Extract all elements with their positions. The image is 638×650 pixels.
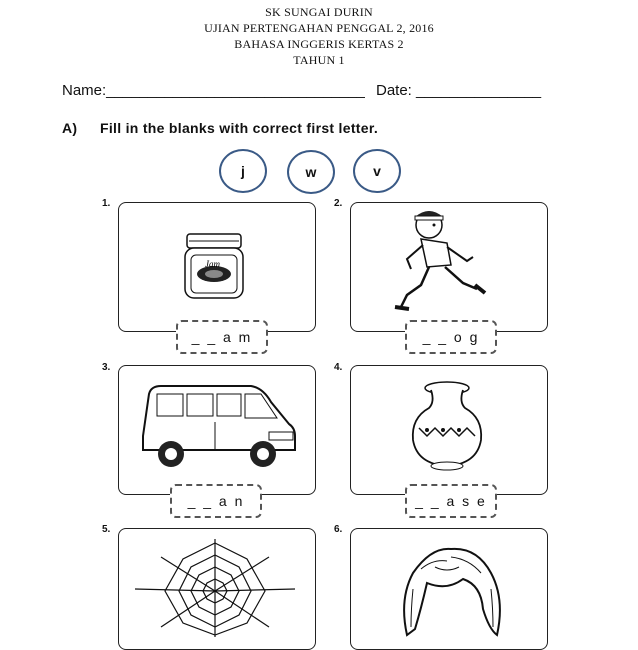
letter-choice-v: v bbox=[353, 149, 401, 193]
year-title: TAHUN 1 bbox=[293, 53, 345, 67]
name-field[interactable]: Name:_______________________________ bbox=[62, 82, 365, 99]
item-number-6: 6. bbox=[334, 524, 343, 535]
school-name: SK SUNGAI DURIN bbox=[265, 5, 373, 19]
item-number-5: 5. bbox=[102, 524, 111, 535]
item-number-4: 4. bbox=[334, 362, 343, 373]
answer-box-4[interactable]: _ _ a s e bbox=[405, 484, 497, 518]
letter-choice-w: w bbox=[287, 150, 335, 194]
picture-frame-1 bbox=[118, 202, 316, 332]
item-number-1: 1. bbox=[102, 198, 111, 209]
answer-box-1[interactable]: _ _ a m bbox=[176, 320, 268, 354]
date-field[interactable]: Date: _______________ bbox=[376, 82, 542, 99]
paper-title: BAHASA INGGERIS KERTAS 2 bbox=[234, 37, 404, 51]
exam-header bbox=[0, 4, 638, 68]
item-number-2: 2. bbox=[334, 198, 343, 209]
picture-frame-5 bbox=[118, 528, 316, 650]
jam-label-text: Jam bbox=[205, 259, 220, 269]
section-label: A) bbox=[62, 120, 78, 136]
answer-box-2[interactable]: _ _ o g bbox=[405, 320, 497, 354]
section-instruction: Fill in the blanks with correct first letter. bbox=[100, 120, 379, 136]
jogging-boy-image bbox=[351, 203, 547, 331]
letter-choice-j: j bbox=[219, 149, 267, 193]
van-image bbox=[119, 366, 315, 494]
exam-title: UJIAN PERTENGAHAN PENGGAL 2, 2016 bbox=[204, 21, 434, 35]
answer-box-3[interactable]: _ _ a n bbox=[170, 484, 262, 518]
picture-frame-3 bbox=[118, 365, 316, 495]
picture-frame-4 bbox=[350, 365, 548, 495]
wig-image bbox=[351, 529, 547, 639]
spider-web-image bbox=[119, 529, 315, 639]
jam-jar-image bbox=[119, 203, 315, 331]
picture-frame-2 bbox=[350, 202, 548, 332]
item-number-3: 3. bbox=[102, 362, 111, 373]
picture-frame-6 bbox=[350, 528, 548, 650]
vase-image bbox=[351, 366, 547, 494]
section-a-heading bbox=[62, 120, 378, 136]
